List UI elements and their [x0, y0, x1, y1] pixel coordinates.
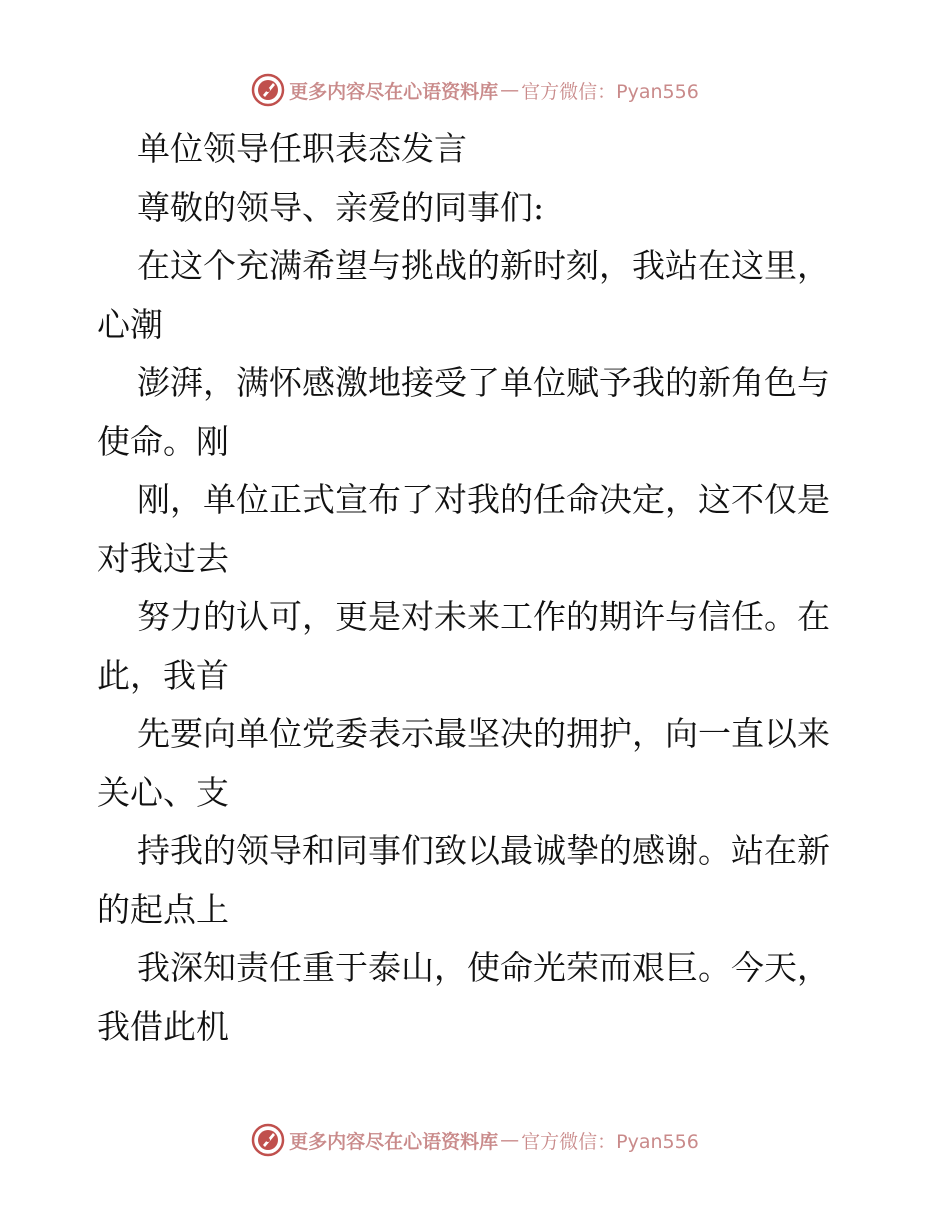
paragraph-line: 我深知责任重于泰山，使命光荣而艰巨。今天， [137, 948, 830, 987]
document-body [97, 120, 877, 1056]
banner-wechat-text: 官方微信：Pyan556 [521, 1130, 699, 1153]
paragraph-line: 在这个充满希望与挑战的新时刻，我站在这里， [137, 246, 830, 285]
paragraph-line: 的起点上 [97, 889, 229, 929]
banner-site-text: 更多内容尽在心语资料库 [289, 1130, 499, 1153]
paragraph-line: 澎湃，满怀感激地接受了单位赋予我的新角色与 [137, 363, 830, 402]
pen-nib-logo-icon [251, 73, 285, 107]
paragraph-line: 此，我首 [97, 655, 229, 695]
paragraph-line: 关心、支 [97, 772, 229, 812]
paragraph-line: 我借此机 [97, 1006, 229, 1046]
banner-wechat-text: 官方微信：Pyan556 [521, 80, 699, 103]
banner-dash: — [500, 79, 520, 101]
pen-nib-logo-icon [251, 1123, 285, 1157]
paragraph-line: 刚，单位正式宣布了对我的任命决定，这不仅是 [137, 480, 830, 519]
paragraph-line: 努力的认可，更是对未来工作的期许与信任。在 [137, 597, 830, 636]
paragraph-line: 对我过去 [97, 538, 229, 578]
footer-banner [0, 1120, 950, 1160]
paragraph-line: 使命。刚 [97, 421, 229, 461]
paragraph-line: 先要向单位党委表示最坚决的拥护，向一直以来 [137, 714, 830, 753]
banner-site-text: 更多内容尽在心语资料库 [289, 80, 499, 103]
header-banner [0, 70, 950, 110]
paragraph-line: 心潮 [97, 304, 163, 344]
document-title: 单位领导任职表态发言 [137, 129, 467, 168]
paragraph-line: 持我的领导和同事们致以最诚挚的感谢。站在新 [137, 831, 830, 870]
banner-dash: — [500, 1129, 520, 1151]
salutation: 尊敬的领导、亲爱的同事们: [137, 187, 545, 227]
